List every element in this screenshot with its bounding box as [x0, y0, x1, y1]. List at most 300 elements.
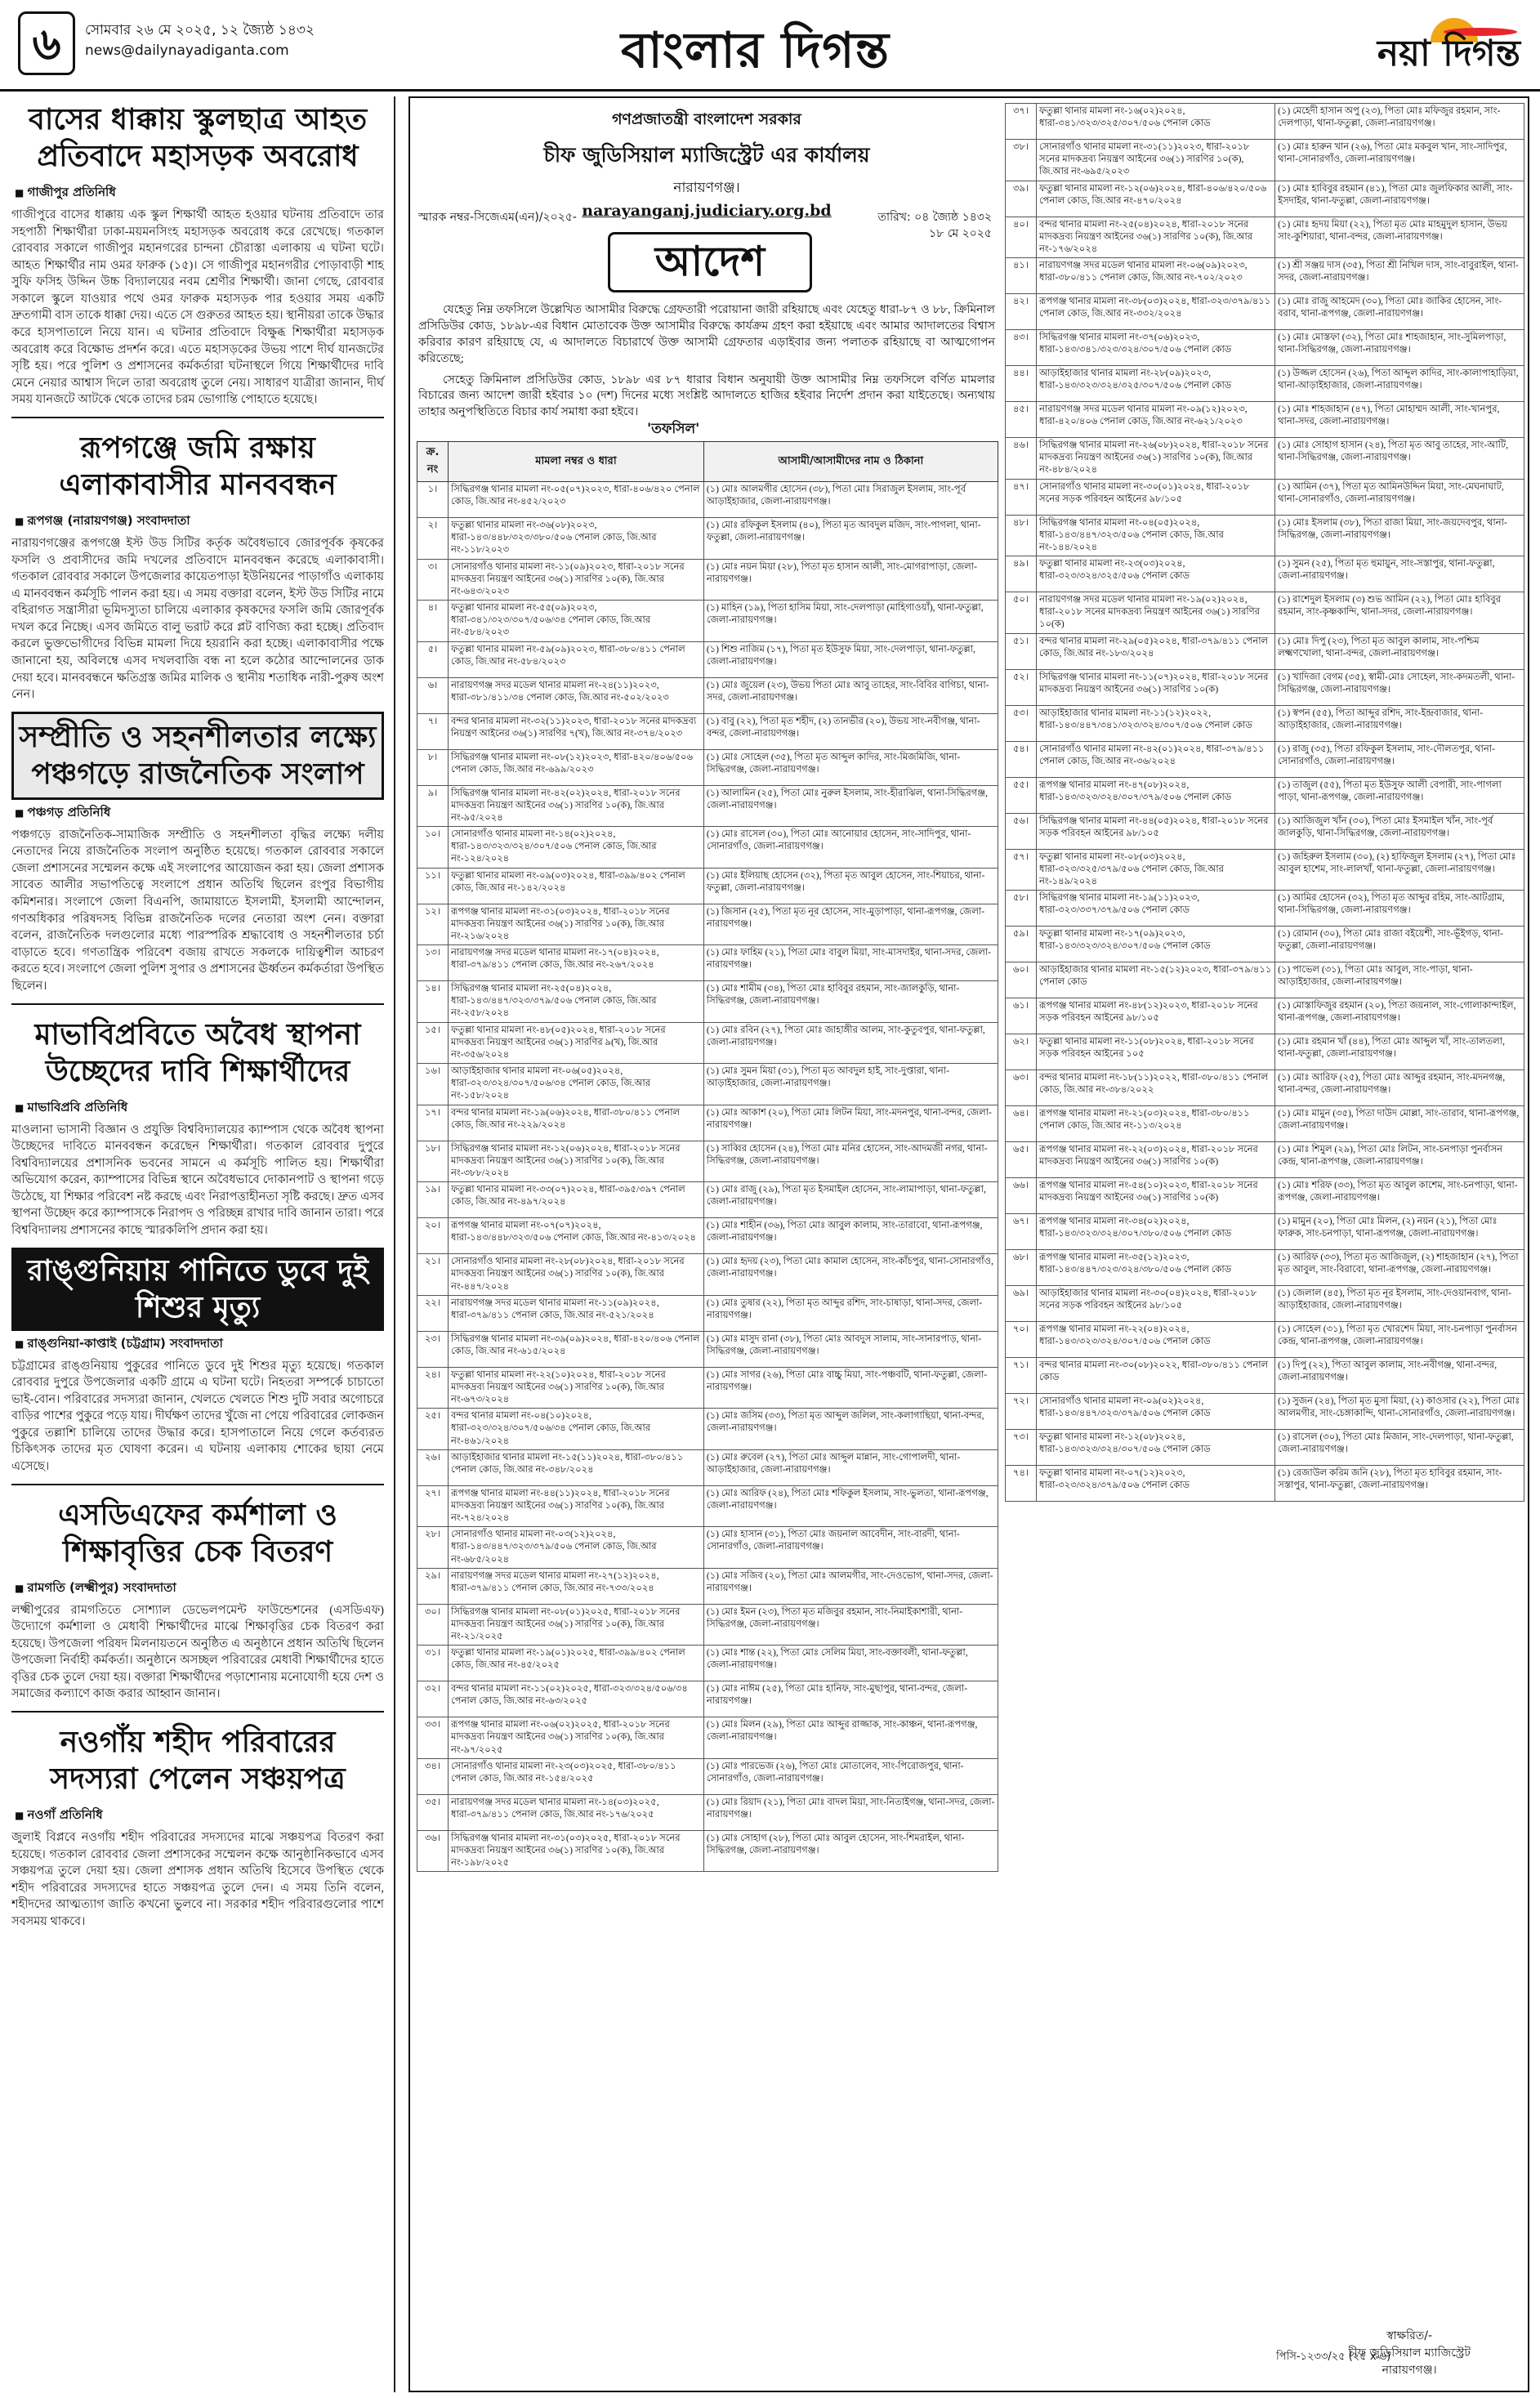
case-cell: ফতুল্লা থানার মামলা নং-১৬(০২)২০২৪, ধারা-৩৪১/৩২৩/৩২৫/৩০৭/৫০৬ পেনাল কোড: [1037, 104, 1275, 140]
serial-cell: ৬৫।: [1006, 1142, 1037, 1178]
case-cell: সিদ্ধিরগঞ্জ থানার মামলা নং-২৬(০৮)২০২৪, ধারা-২০১৮ সনের মাদকদ্রব্য নিয়ন্ত্রণ আইনের ৩৬(১) সারণির ১০(ক), জি.আর নং-৪৮৪/২০২৪: [1037, 438, 1275, 480]
serial-cell: ৫৪।: [1006, 741, 1037, 777]
serial-cell: ৩৫।: [417, 1794, 449, 1830]
table-row: [417, 601, 998, 642]
accused-cell: (১) মোঃ ইসলাম (৩৮), পিতা রাজা মিয়া, সাং-জয়দেবপুর, থানা-সিদ্ধিরগঞ্জ, জেলা-নারায়ণগঞ্জ।: [1275, 515, 1524, 556]
case-cell: সোনারগাঁও থানার মামলা নং-১৪(০২)২০২৪, ধারা-১৪৩/৩২৩/৩২৪/৩০৭/৫০৬ পেনাল কোড, জি.আর নং-১২৪/২০২৪: [449, 827, 704, 869]
section-title: বাংলার দিগন্ত: [621, 22, 890, 79]
serial-cell: ৪৩।: [1006, 330, 1037, 366]
table-row: [417, 713, 998, 749]
table-row: [417, 1449, 998, 1485]
case-cell: ফতুল্লা থানার মামলা নং-১১(০৮)২০২৪, ধারা-২০১৮ সনের সড়ক পরিবহন আইনের ১০৫: [1037, 1034, 1275, 1070]
case-cell: নারায়ণগঞ্জ সদর মডেল থানার মামলা নং-১১(০৯)২০২৪, ধারা-৩৭৯/৪১১ পেনাল কোড, জি.আর নং-৫২১/২০২৪: [449, 1295, 704, 1331]
serial-cell: ৩৭।: [1006, 104, 1037, 140]
serial-cell: ৪৮।: [1006, 515, 1037, 556]
serial-cell: ৩০।: [417, 1604, 449, 1646]
table-row: [1006, 998, 1524, 1034]
case-cell: রূপগঞ্জ থানার মামলা নং-৩১(০৩)২০২৪, ধারা-২০১৮ সনের মাদকদ্রব্য নিয়ন্ত্রণ আইনের ৩৬(১) সারণির ১০(ক), জি.আর নং-২১৬/২০২৪: [449, 904, 704, 945]
case-cell: সিদ্ধিরগঞ্জ থানার মামলা নং-০৪(০৫)২০২৪, ধারা-১৪৩/৪৪৭/৩২৩/৫০৬ পেনাল কোড, জি.আর নং-১৪৪/২০২৪: [1037, 515, 1275, 556]
accused-cell: (১) মোঃ হাসান (৩১), পিতা মোঃ জয়নাল আবেদীন, সাং-বারদী, থানা-সোনারগাঁও, জেলা-নারায়ণগঞ্জ।: [703, 1527, 998, 1569]
judiciary-website-link[interactable]: narayanganj.judiciary.org.bd: [582, 202, 832, 220]
table-row: [417, 1794, 998, 1830]
serial-cell: ৫।: [417, 641, 449, 677]
accused-cell: (১) মোঃ হাবিবুর রহমান (৪১), পিতা মোঃ জুলফিকার আলী, সাং-ইসদাইর, থানা-ফতুল্লা, জেলা-নারায়ণগঞ্জ।: [1275, 181, 1524, 217]
serial-cell: ৩১।: [417, 1646, 449, 1681]
case-cell: রূপগঞ্জ থানার মামলা নং-৫৪(১০)২০২৩, ধারা-২০১৮ সনের মাদকদ্রব্য নিয়ন্ত্রণ আইনের ৩৬(১) সারণির ১০(ক): [1037, 1178, 1275, 1214]
table-row: [417, 1717, 998, 1759]
accused-cell: (১) মোঃ সোহাগ হাসান (২৪), পিতা মৃত আবু তাহের, সাং-আটি, থানা-সিদ্ধিরগঞ্জ, জেলা-নারায়ণগঞ্জ।: [1275, 438, 1524, 480]
notice-intro: [418, 302, 995, 426]
accused-cell: (১) শিশু নাজিম (১৭), পিতা মৃত ইউসুফ মিয়া, সাং-দেলপাড়া, থানা-ফতুল্লা, জেলা-নারায়ণগঞ্জ।: [703, 641, 998, 677]
table-row: [417, 1254, 998, 1296]
case-cell: ফতুল্লা থানার মামলা নং-০৯(০৩)২০২৪, ধারা-৩৯৯/৪০২ পেনাল কোড, জি.আর নং-১৪২/২০২৪: [449, 868, 704, 904]
table-row: [417, 1604, 998, 1646]
serial-cell: ৬৪।: [1006, 1106, 1037, 1142]
serial-cell: ৩৯।: [1006, 181, 1037, 217]
accused-cell: (১) আরিফ (৩৩), পিতা মৃত আজিজুল, (২) শাহজাহান (২৭), পিতা মৃত আবুল, সাং-বিরাবো, থানা-রূপগঞ্জ, জেলা-নারায়ণগঞ্জ।: [1275, 1250, 1524, 1286]
table-row: [417, 1409, 998, 1450]
case-cell: সোনারগাঁও থানার মামলা নং-৩১(১১)২০২৩, ধারা-২০১৮ সনের মাদকদ্রব্য নিয়ন্ত্রণ আইনের ৩৬(১) সারণির ১০(ক), জি.আর নং-৬৯৫/২০২৩: [1037, 140, 1275, 181]
story-headline[interactable]: রূপগঞ্জে জমি রক্ষায় এলাকাবাসীর মানববন্ধন: [59, 430, 337, 502]
table-row: [1006, 1430, 1524, 1466]
table-row: [1006, 556, 1524, 592]
case-cell: সিদ্ধিরগঞ্জ থানার মামলা নং-৪২(০২)২০২৪, ধারা-২০১৮ সনের মাদকদ্রব্য নিয়ন্ত্রণ আইনের ৩৬(১) সারণির ১০(ক), জি.আর নং-৯৫/২০২৪: [449, 785, 704, 827]
accused-cell: (১) মোঃ হারুন খান (২৬), পিতা মোঃ মকবুল খান, সাং-সাদিপুর, থানা-সোনারগাঁও, জেলা-নারায়ণগঞ্জ।: [1275, 140, 1524, 181]
accused-cell: (১) রেজাউল করিম জনি (২৮), পিতা মৃত হাবিবুর রহমান, সাং-সস্তাপুর, থানা-ফতুল্লা, জেলা-নারায়ণগঞ্জ।: [1275, 1466, 1524, 1502]
news-story: [11, 1719, 384, 1930]
table-row: [1006, 813, 1524, 849]
table-row: [417, 1141, 998, 1182]
office-name: চীফ জুডিসিয়াল ম্যাজিস্ট্রেট এর কার্যালয়: [543, 143, 870, 167]
serial-cell: ৯।: [417, 785, 449, 827]
serial-cell: ৬৮।: [1006, 1250, 1037, 1286]
accused-cell: (১) জেলাল (৪৫), পিতা মৃত নূর ইসলাম, সাং-দেওয়ানবাগ, থানা-আড়াইহাজার, জেলা-নারায়ণগঞ্জ।: [1275, 1286, 1524, 1322]
story-byline: ■ গাজীপুর প্রতিনিধি: [15, 183, 384, 203]
case-cell: ফতুল্লা থানার মামলা নং-১৯(০১)২০২৫, ধারা-৩৯৯/৪০২ পেনাল কোড, জি.আর নং-৪৫/২০২৫: [449, 1646, 704, 1681]
serial-cell: ৬৬।: [1006, 1178, 1037, 1214]
table-row: [1006, 258, 1524, 294]
signature-title: চীফ জুডিসিয়াল ম্যাজিস্ট্রেট: [1348, 2347, 1471, 2360]
serial-cell: ৭৪।: [1006, 1466, 1037, 1502]
table-row: [417, 1182, 998, 1218]
table-row: [417, 827, 998, 869]
case-cell: রূপগঞ্জ থানার মামলা নং-৪৪(১১)২০২৪, ধারা-২০১৮ সনের মাদকদ্রব্য নিয়ন্ত্রণ আইনের ৩৬(১) সারণির ১০(ক), জি.আর নং-৭২৪/২০২৪: [449, 1485, 704, 1527]
signature-place: নারায়ণগঞ্জ।: [1382, 2364, 1437, 2377]
serial-cell: ৬৯।: [1006, 1286, 1037, 1322]
story-headline[interactable]: সম্প্রীতি ও সহনশীলতার লক্ষ্যে পঞ্চগড়ে রাজনৈতিক সংলাপ: [11, 712, 384, 800]
accused-cell: (১) মোঃ তুষার (২২), পিতা মৃত আব্দুর রশিদ, সাং-চাষাড়া, থানা-সদর, জেলা-নারায়ণগঞ্জ।: [703, 1295, 998, 1331]
accused-cell: (১) রাজু (৩৫), পিতা রফিকুল ইসলাম, সাং-দৌলতপুর, থানা-সোনারগাঁও, জেলা-নারায়ণগঞ্জ।: [1275, 741, 1524, 777]
serial-cell: ৬০।: [1006, 962, 1037, 998]
table-row: [1006, 140, 1524, 181]
serial-cell: ৬৩।: [1006, 1070, 1037, 1106]
serial-cell: ১৫।: [417, 1022, 449, 1064]
table-row: [417, 1758, 998, 1794]
serial-cell: ৪৫।: [1006, 402, 1037, 438]
accused-cell: (১) মোঃ মিলন (২৯), পিতা মোঃ আব্দুর রাজ্জাক, সাং-কাঞ্চন, থানা-রূপগঞ্জ, জেলা-নারায়ণগঞ্জ।: [703, 1717, 998, 1759]
accused-cell: (১) মোঃ সাগর (২৬), পিতা মোঃ বাচ্চু মিয়া, সাং-পঞ্চবটি, থানা-ফতুল্লা, জেলা-নারায়ণগঞ্জ।: [703, 1367, 998, 1409]
case-cell: রূপগঞ্জ থানার মামলা নং-৪৭(০৮)২০২৪, ধারা-১৪৩/৩২৩/৩২৪/৩০৭/৩৭৯/৫০৬ পেনাল কোড: [1037, 777, 1275, 813]
table-row: [1006, 705, 1524, 741]
divider: [11, 1003, 384, 1005]
serial-cell: ৬৭।: [1006, 1214, 1037, 1250]
masthead: [0, 0, 1540, 92]
serial-cell: ৫৮।: [1006, 891, 1037, 927]
serial-cell: ১৭।: [417, 1105, 449, 1141]
table-row: [417, 749, 998, 785]
accused-cell: (১) মোঃ রিয়াদ (২১), পিতা মোঃ বাদল মিয়া, সাং-নিতাইগঞ্জ, থানা-সদর, জেলা-নারায়ণগঞ্জ।: [703, 1794, 998, 1830]
schedule-title: 'তফসিল': [647, 418, 699, 443]
case-cell: রূপগঞ্জ থানার মামলা নং-২২(০৩)২০২৪, ধারা-২০১৮ সনের মাদকদ্রব্য নিয়ন্ত্রণ আইনের ৩৬(১) সারণির ১০(ক): [1037, 1142, 1275, 1178]
accused-cell: (১) মোঃ মোস্তফা (৩২), পিতা মোঃ শাহজাহান, সাং-সুমিলপাড়া, থানা-সিদ্ধিরগঞ্জ, জেলা-নারায়ণগঞ্জ।: [1275, 330, 1524, 366]
accused-cell: (১) মোঃ রহমান খাঁ (৪৪), পিতা মোঃ আব্দুল খাঁ, সাং-তালতলা, থানা-ফতুল্লা, জেলা-নারায়ণগঞ্জ।: [1275, 1034, 1524, 1070]
case-cell: রূপগঞ্জ থানার মামলা নং-২১(০৩)২০২৪, ধারা-৩৮০/৪১১ পেনাল কোড, জি.আর নং-১১৩/২০২৪: [1037, 1106, 1275, 1142]
records-table-left-wrap: [417, 441, 998, 2386]
notice-header: [412, 100, 1002, 296]
table-row: [417, 1105, 998, 1141]
story-headline[interactable]: নওগাঁয় শহীদ পরিবারের সদস্যরা পেলেন সঞ্চয়পত্র: [50, 1725, 346, 1797]
accused-cell: (১) মোঃ রাসেল (৩০), পিতা মোঃ আনোয়ার হোসেন, সাং-সাদিপুর, থানা-সোনারগাঁও, জেলা-নারায়ণগঞ্জ।: [703, 827, 998, 869]
accused-cell: (১) জিসান (২৫), পিতা মৃত নূর হোসেন, সাং-মুড়াপাড়া, থানা-রূপগঞ্জ, জেলা-নারায়ণগঞ্জ।: [703, 904, 998, 945]
accused-cell: (১) শ্রী সঞ্জয় দাস (৩৫), পিতা শ্রী নিখিল দাস, সাং-বাবুরাইল, থানা-সদর, জেলা-নারায়ণগঞ্জ।: [1275, 258, 1524, 294]
accused-cell: (১) খাদিজা বেগম (৩৫), স্বামী-মোঃ সোহেল, সাং-কদমতলী, থানা-সিদ্ধিরগঞ্জ, জেলা-নারায়ণগঞ্জ।: [1275, 669, 1524, 705]
case-cell: রূপগঞ্জ থানার মামলা নং-০৬(০২)২০২৫, ধারা-২০১৮ সনের মাদকদ্রব্য নিয়ন্ত্রণ আইনের ৩৬(১) সারণির ১০(ক), জি.আর নং-৯৭/২০২৫: [449, 1717, 704, 1759]
serial-cell: ৫৫।: [1006, 777, 1037, 813]
story-byline: ■ মাভাবিপ্রবি প্রতিনিধি: [15, 1098, 384, 1119]
case-cell: সোনারগাঁও থানার মামলা নং-৪২(০১)২০২৪, ধারা-৩৭৯/৪১১ পেনাল কোড, জি.আর নং-৩৬/২০২৪: [1037, 741, 1275, 777]
accused-cell: (১) মোঃ আরিফ (২৪), পিতা মোঃ শফিকুল ইসলাম, সাং-ভুলতা, থানা-রূপগঞ্জ, জেলা-নারায়ণগঞ্জ।: [703, 1485, 998, 1527]
serial-cell: ১৩।: [417, 945, 449, 981]
serial-cell: ৫২।: [1006, 669, 1037, 705]
table-row: [1006, 1178, 1524, 1214]
case-cell: সিদ্ধিরগঞ্জ থানার মামলা নং-০৮(০১)২০২৫, ধারা-২০১৮ সনের মাদকদ্রব্য নিয়ন্ত্রণ আইনের ৩৬(১) সারণির ১০(ক), জি.আর নং-২১/২০২৫: [449, 1604, 704, 1646]
serial-cell: ৭০।: [1006, 1322, 1037, 1358]
news-story: [11, 1011, 384, 1239]
case-cell: সোনারগাঁও থানার মামলা নং-২৮(০৮)২০২৪, ধারা-২০১৮ সনের মাদকদ্রব্য নিয়ন্ত্রণ আইনের ৩৬(১) সারণির ১০(ক), জি.আর নং-৪৪৭/২০২৪: [449, 1254, 704, 1296]
table-row: [417, 1568, 998, 1604]
case-cell: সিদ্ধিরগঞ্জ থানার মামলা নং-০৫(০৭)২০২৩, ধারা-৪০৬/৪২০ পেনাল কোড, জি.আর নং-৪৫২/২০২৩: [449, 482, 704, 518]
story-headline[interactable]: এসডিএফের কর্মশালা ও শিক্ষাবৃত্তির চেক বিতরণ: [58, 1497, 337, 1569]
serial-cell: ৩৩।: [417, 1717, 449, 1759]
case-cell: নারায়ণগঞ্জ সদর মডেল থানার মামলা নং-০৯(১২)২০২৩, ধারা-৪২০/৪০৬ পেনাল কোড, জি.আর নং-৬২১/২০২৩: [1037, 402, 1275, 438]
accused-cell: (১) মোঃ রবিন (২৭), পিতা মোঃ জাহাঙ্গীর আলম, সাং-কুতুবপুর, থানা-ফতুল্লা, জেলা-নারায়ণগঞ্জ।: [703, 1022, 998, 1064]
column-header: ক্র. নং: [417, 442, 449, 482]
case-cell: রূপগঞ্জ থানার মামলা নং-২২(০৪)২০২৪, ধারা-১৪৩/৩২৩/৩২৪/৩০৭/৫০৬ পেনাল কোড: [1037, 1322, 1275, 1358]
accused-cell: (১) সোহেল (৩১), পিতা মৃত খোরশেদ মিয়া, সাং-চনপাড়া পুনর্বাসন কেন্দ্র, থানা-রূপগঞ্জ, জেলা-নারায়ণগঞ্জ।: [1275, 1322, 1524, 1358]
story-byline: ■ রামগতি (লক্ষ্মীপুর) সংবাদদাতা: [15, 1579, 384, 1599]
table-row: [417, 1830, 998, 1872]
news-story: [11, 712, 384, 995]
news-column: [11, 96, 395, 2392]
accused-cell: (১) মোঃ আকাশ (২০), পিতা মোঃ লিটন মিয়া, সাং-মদনপুর, থানা-বন্দর, জেলা-নারায়ণগঞ্জ।: [703, 1105, 998, 1141]
serial-cell: ১৪।: [417, 981, 449, 1023]
pc-code: পিসি-১২৩৩/২৫ (২৫ x ৬): [1276, 2351, 1391, 2363]
intro-paragraph: যেহেতু নিম্ন তফসিলে উল্লেখিত আসামীর বিরুদ্ধে গ্রেফতারী পরোয়ানা জারী রহিয়াছে এবং যেহেতু ধারা-৮৭ ও ৮৮, ক্রিমিনাল প্রসিডিউর কোড, ১৮৯৮-এর বিধান মোতাবেক উক্ত আসামীর বিরুদ্ধে কার্যক্রম গ্রহণ করা হইয়াছে এবং আমার আদালতের বিশ্বাস করিবার কারণ রহিয়াছে যে, এ আদালতে বিচারার্থে উক্ত আসামী গ্রেফতার এড়াইবার জন্য পলাতক রহিয়াছে বা আত্মগোপন করিতেছে;: [418, 304, 995, 365]
serial-cell: ২০।: [417, 1218, 449, 1254]
table-row: [1006, 294, 1524, 330]
case-cell: আড়াইহাজার থানার মামলা নং-২৮(০৯)২০২৩, ধারা-১৪৩/৩২৩/৩২৪/৩২৫/৩০৭/৫০৬ পেনাল কোড: [1037, 366, 1275, 402]
serial-cell: ১০।: [417, 827, 449, 869]
case-cell: ফতুল্লা থানার মামলা নং-৪৮(০৫)২০২৪, ধারা-২০১৮ সনের মাদকদ্রব্য নিয়ন্ত্রণ আইনের ৩৬(১) সারণির ৯(খ), জি.আর নং-৩৫৬/২০২৪: [449, 1022, 704, 1064]
case-cell: ফতুল্লা থানার মামলা নং-২৩(০৩)২০২৪, ধারা-৩২৩/৩২৪/৩২৫/৫০৬ পেনাল কোড: [1037, 556, 1275, 592]
accused-cell: (১) মোঃ সুমন মিয়া (৩১), পিতা মৃত আবদুল হাই, সাং-দুপ্তারা, থানা-আড়াইহাজার, জেলা-নারায়ণগঞ্জ।: [703, 1064, 998, 1105]
case-cell: সিদ্ধিরগঞ্জ থানার মামলা নং-১৯(১১)২০২৩, ধারা-৩২৩/৩৩৭/৩৭৯/৫০৬ পেনাল কোড: [1037, 891, 1275, 927]
table-row: [1006, 1322, 1524, 1358]
serial-cell: ৩৬।: [417, 1830, 449, 1872]
case-cell: রূপগঞ্জ থানার মামলা নং-৩৮(০৩)২০২৪, ধারা-৩২৩/৩৭৯/৪১১ পেনাল কোড, জি.আর নং-৩৩২/২০২৪: [1037, 294, 1275, 330]
table-row: [1006, 438, 1524, 480]
case-cell: রূপগঞ্জ থানার মামলা নং-৩৫(১২)২০২৩, ধারা-১৪৩/৪৪৭/৩২৩/৩২৪/৩৮০/৫০৬ পেনাল কোড: [1037, 1250, 1275, 1286]
case-cell: রূপগঞ্জ থানার মামলা নং-০৭(০৭)২০২৪, ধারা-১৪৩/৪৪৮/৩২৩/৫০৬ পেনাল কোড, জি.আর নং-৪১৩/২০২৪: [449, 1218, 704, 1254]
serial-cell: ১২।: [417, 904, 449, 945]
case-cell: সিদ্ধিরগঞ্জ থানার মামলা নং-০৮(১২)২০২৩, ধারা-৪২০/৪০৬/৫০৬ পেনাল কোড, জি.আর নং-৬৯৯/২০২৩: [449, 749, 704, 785]
table-row: [417, 904, 998, 945]
case-cell: সিদ্ধিরগঞ্জ থানার মামলা নং-১১(০৭)২০২৪, ধারা-২০১৮ সনের মাদকদ্রব্য নিয়ন্ত্রণ আইনের ৩৬(১) সারণির ১০(ক): [1037, 669, 1275, 705]
logo-text: নয়া দিগন্ত: [1377, 33, 1520, 74]
case-cell: রূপগঞ্জ থানার মামলা নং-৪৮(১২)২০২৩, ধারা-২০১৮ সনের সড়ক পরিবহন আইনের ৯৮/১০৫: [1037, 998, 1275, 1034]
accused-cell: (১) মোঃ নয়ন মিয়া (২৮), পিতা মৃত হাসান আলী, সাং-মোগরাপাড়া, জেলা-নারায়ণগঞ্জ।: [703, 559, 998, 601]
table-row: [417, 868, 998, 904]
table-row: [417, 945, 998, 981]
case-cell: সোনারগাঁও থানার মামলা নং-৩০(০১)২০২৪, ধারা-২০১৮ সনের সড়ক পরিবহন আইনের ৯৮/১০৫: [1037, 479, 1275, 515]
accused-cell: (১) সুজন (২৪), পিতা মৃত মুসা মিয়া, (২) কাওসার (২২), পিতা মোঃ আলমগীর, সাং-চেঙ্গাকান্দি, থানা-সোনারগাঁও, জেলা-নারায়ণগঞ্জ।: [1275, 1394, 1524, 1430]
accused-cell: (১) মোঃ শাহীন (৩৬), পিতা মোঃ আবুল কালাম, সাং-তারাবো, থানা-রূপগঞ্জ, জেলা-নারায়ণগঞ্জ।: [703, 1218, 998, 1254]
serial-cell: ৭২।: [1006, 1394, 1037, 1430]
accused-cell: (১) মেহেদী হাসান অপু (২৩), পিতা মোঃ মফিজুর রহমান, সাং-দেলপাড়া, থানা-ফতুল্লা, জেলা-নারায়ণগঞ্জ।: [1275, 104, 1524, 140]
accused-cell: (১) মোঃ হৃদয় মিয়া (২২), পিতা মৃত মোঃ মাহমুদুল হাসান, উভয় সাং-কুশিয়ারা, থানা-বন্দর, জেলা-নারায়ণগঞ্জ।: [1275, 217, 1524, 258]
serial-cell: ৫৭।: [1006, 849, 1037, 891]
divider: [11, 1711, 384, 1713]
case-cell: সিদ্ধিরগঞ্জ থানার মামলা নং-৩৯(০৯)২০২৪, ধারা-৪২০/৪০৬ পেনাল কোড, জি.আর নং-৬১৫/২০২৪: [449, 1331, 704, 1367]
column-header: মামলা নম্বর ও ধারা: [449, 442, 704, 482]
records-body-left: [417, 482, 998, 1872]
case-cell: সিদ্ধিরগঞ্জ থানার মামলা নং-৪৪(০৫)২০২৪, ধারা-২০১৮ সনের সড়ক পরিবহন আইনের ৯৮/১০৫: [1037, 813, 1275, 849]
story-body: পঞ্চগড়ে রাজনৈতিক-সামাজিক সম্প্রীতি ও সহনশীলতা বৃদ্ধির লক্ষ্যে দলীয় নেতাদের নিয়ে রাজনৈতিক সংলাপ অনুষ্ঠিত হয়েছে। গতকাল রোববার সকালে জেলা প্রশাসনের সম্মেলন কক্ষে এই সংলাপের আয়োজন করা হয়। জেলা প্রশাসক সাবেত আলীর সভাপতিত্বে সংলাপে প্রধান অতিথি ছিলেন রংপুর বিভাগীয় কমিশনার। সংলাপে জেলা বিএনপি, জামায়াতে ইসলামী, ইসলামী আন্দোলন, গণঅধিকার পরিষদসহ বিভিন্ন রাজনৈতিক দলের নেতারা অংশ নেন। বক্তারা বলেন, রাজনৈতিক দলগুলোর মধ্যে পারস্পরিক শ্রদ্ধাবোধ ও সহনশীলতার চর্চা বাড়াতে হবে। গণতান্ত্রিক পরিবেশ বজায় রাখতে সকলকে দায়িত্বশীল আচরণ করতে হবে। সংলাপে জেলা পুলিশ সুপার ও প্রশাসনের ঊর্ধ্বতন কর্মকর্তারা উপস্থিত ছিলেন।: [11, 828, 384, 993]
accused-cell: (১) মোঃ নাঈম (২৫), পিতা মোঃ হানিফ, সাং-মুছাপুর, থানা-বন্দর, জেলা-নারায়ণগঞ্জ।: [703, 1681, 998, 1717]
case-cell: নারায়ণগঞ্জ সদর মডেল থানার মামলা নং-২৪(১১)২০২৩, ধারা-৩৮১/৪১১/৩৪ পেনাল কোড, জি.আর নং-৫০২/২০২৩: [449, 677, 704, 713]
accused-cell: (১) মোঃ দিপু (২৩), পিতা মৃত আবুল কালাম, সাং-পশ্চিম লক্ষ্মণখোলা, থানা-বন্দর, জেলা-নারায়ণগঞ্জ।: [1275, 633, 1524, 669]
case-cell: ফতুল্লা থানার মামলা নং-১২(০৬)২০২৪, ধারা-৪০৬/৪২০/৫০৬ পেনাল কোড, জি.আর নং-৪৭০/২০২৪: [1037, 181, 1275, 217]
accused-cell: (১) মোঃ শামীম (৩৪), পিতা মোঃ হাবিবুর রহমান, সাং-জালকুড়ি, থানা-সিদ্ধিরগঞ্জ, জেলা-নারায়ণগঞ্জ।: [703, 981, 998, 1023]
table-row: [417, 1646, 998, 1681]
serial-cell: ১৮।: [417, 1141, 449, 1182]
serial-cell: ২৬।: [417, 1449, 449, 1485]
serial-cell: ৬১।: [1006, 998, 1037, 1034]
serial-cell: ৬২।: [1006, 1034, 1037, 1070]
accused-cell: (১) রাশেদুল ইসলাম (৩) শুভ আমিন (২২), পিতা মোঃ হাবিবুর রহমান, সাং-কৃষ্ণকান্দি, থানা-সদর, জেলা-নারায়ণগঞ্জ।: [1275, 592, 1524, 634]
table-row: [417, 641, 998, 677]
table-row: [1006, 927, 1524, 962]
accused-cell: (১) মোঃ হৃদয় (২৩), পিতা মোঃ কামাল হোসেন, সাং-কাঁচপুর, থানা-সোনারগাঁও, জেলা-নারায়ণগঞ্জ।: [703, 1254, 998, 1296]
case-cell: ফতুল্লা থানার মামলা নং-১২(০৮)২০২৪, ধারা-১৪৩/৩২৩/৩২৪/৩০৭/৫০৬ পেনাল কোড: [1037, 1430, 1275, 1466]
case-cell: আড়াইহাজার থানার মামলা নং-১১(১২)২০২২, ধারা-১৪৩/৪৪৭/৩৪১/৩২৩/৩২৪/৩০৭/৫০৬ পেনাল কোড: [1037, 705, 1275, 741]
table-row: [417, 559, 998, 601]
memo-number: স্মারক নম্বর-সিজেএম(এন)/২০২৫-: [418, 211, 577, 224]
accused-cell: (১) মোঃ শাহজাহান (৪৭), পিতা মোহাম্মদ আলী, সাং-খানপুর, থানা-সদর, জেলা-নারায়ণগঞ্জ।: [1275, 402, 1524, 438]
page-number: ৬: [18, 11, 75, 75]
table-row: [1006, 1250, 1524, 1286]
story-byline: ■ রূপগঞ্জ (নারায়ণগঞ্জ) সংবাদদাতা: [15, 511, 384, 532]
accused-cell: (১) রাসেল (৩০), পিতা মোঃ মিজান, সাং-দেলপাড়া, থানা-ফতুল্লা, জেলা-নারায়ণগঞ্জ।: [1275, 1430, 1524, 1466]
story-body: গাজীপুরে বাসের ধাক্কায় এক স্কুল শিক্ষার্থী আহত হওয়ার ঘটনায় প্রতিবাদে তার সহপাঠী শিক্ষার্থীরা ঢাকা-ময়মনসিংহ মহাসড়ক অবরোধ করে রেখেছে। গতকাল রোববার সকালে গাজীপুর মহানগরের চান্দনা চৌরাস্তা এলাকায় এ ঘটনা ঘটে। আহত শিক্ষার্থীর নাম ওমর ফারুক (১৫)। সে গাজীপুর মহানগরীর পোড়াবাড়ী শাহ সুফি ফসিহ উদ্দিন উচ্চ বিদ্যালয়ের নবম শ্রেণীর শিক্ষার্থী। জানা গেছে, রোববার সকালে স্কুলে যাওয়ার পথে ওমর ফারুক মহাসড়ক পার হওয়ার সময় একটি দ্রুতগামী বাস তাকে ধাক্কা দেয়। এতে সে গুরুতর আহত হয়। স্থানীয়রা তাকে উদ্ধার করে হাসপাতালে নিয়ে যান। এ ঘটনার প্রতিবাদে বিক্ষুব্ধ শিক্ষার্থীরা মহাসড়ক অবরোধ করে বিক্ষোভ প্রদর্শন করে। এতে মহাসড়কের উভয় পাশে দীর্ঘ যানজটের সৃষ্টি হয়। পরে পুলিশ ও প্রশাসনের কর্মকর্তারা ঘটনাস্থলে গিয়ে শিক্ষার্থীদের দাবি মেনে নেয়ার আশ্বাস দিলে তারা অবরোধ তুলে নেয়। সাধারণ যাত্রীরা জানান, দীর্ঘ সময় যানজটে আটকে থেকে তাদের চরম ভোগান্তি পোহাতে হয়েছে।: [11, 208, 384, 407]
accused-cell: (১) মোঃ সোহেল (৩৫), পিতা মৃত আব্দুল কাদির, সাং-মিজমিজি, থানা-সিদ্ধিরগঞ্জ, জেলা-নারায়ণগঞ্জ।: [703, 749, 998, 785]
table-row: [1006, 741, 1524, 777]
serial-cell: ২।: [417, 518, 449, 560]
accused-cell: (১) মোঃ পারভেজ (২৬), পিতা মোঃ মোতালেব, সাং-পিরোজপুর, থানা-সোনারগাঁও, জেলা-নারায়ণগঞ্জ।: [703, 1758, 998, 1794]
news-story: [11, 96, 384, 409]
table-row: [1006, 217, 1524, 258]
table-row: [417, 1681, 998, 1717]
story-headline[interactable]: রাঙ্গুনিয়ায় পানিতে ডুবে দুই শিশুর মৃত্যু: [11, 1248, 384, 1331]
story-headline[interactable]: মাভাবিপ্রবিতে অবৈধ স্থাপনা উচ্ছেদের দাবি শিক্ষার্থীদের: [34, 1016, 361, 1088]
divider: [11, 417, 384, 418]
serial-cell: ৪১।: [1006, 258, 1037, 294]
case-cell: বন্দর থানার মামলা নং-৩০(০৮)২০২২, ধারা-৩৮০/৪১১ পেনাল কোড: [1037, 1358, 1275, 1394]
case-cell: সিদ্ধিরগঞ্জ থানার মামলা নং-৩৭(০৬)২০২৩, ধারা-১৪৩/৩৪১/৩২৩/৩২৪/৩০৭/৫০৬ পেনাল কোড: [1037, 330, 1275, 366]
serial-cell: ২৫।: [417, 1409, 449, 1450]
intro-paragraph: সেহেতু ক্রিমিনাল প্রসিডিউর কোড, ১৮৯৮ এর ৮৭ ধারার বিধান অনুযায়ী উক্ত আসামীর নিম্ন তফসিলে বর্ণিত মামলার বিচারের জন্য আদেশ জারী হইবার ১০ (দশ) দিনের মধ্যে সংশ্লিষ্ট আদালতে হাজির হইবার নির্দেশ প্রদান করা যাইতেছে। অন্যথায় তাহার অনুপস্থিতিতে বিচার কার্য সমাধা করা হইবে।: [418, 373, 995, 419]
contact-email[interactable]: news@dailynayadiganta.com: [85, 42, 289, 59]
accused-cell: (১) মোঃ আরিফ (২৫), পিতা মোঃ আব্দুর রহমান, সাং-মদনগঞ্জ, থানা-বন্দর, জেলা-নারায়ণগঞ্জ।: [1275, 1070, 1524, 1106]
table-row: [417, 1064, 998, 1105]
table-row: [417, 482, 998, 518]
case-cell: বন্দর থানার মামলা নং-২৯(০৫)২০২৪, ধারা-৩৭৯/৪১১ পেনাল কোড, জি.আর নং-১৮৩/২০২৪: [1037, 633, 1275, 669]
accused-cell: (১) মোঃ রুবেল (২৭), পিতা মোঃ আব্দুল মান্নান, সাং-গোপালদী, থানা-আড়াইহাজার, জেলা-নারায়ণগঞ্জ।: [703, 1449, 998, 1485]
serial-cell: ৩৪।: [417, 1758, 449, 1794]
table-row: [1006, 402, 1524, 438]
accused-cell: (১) জহিরুল ইসলাম (৩০), (২) হাফিজুল ইসলাম (২৭), পিতা মোঃ আবুল হাশেম, সাং-লালখাঁ, থানা-ফতুল্লা, জেলা-নারায়ণগঞ্জ।: [1275, 849, 1524, 891]
case-cell: নারায়ণগঞ্জ সদর মডেল থানার মামলা নং-২৭(১২)২০২৪, ধারা-৩৭৯/৪১১ পেনাল কোড, জি.আর নং-৭৩৩/২০২৪: [449, 1568, 704, 1604]
table-row: [1006, 891, 1524, 927]
accused-cell: (১) তাজুল (৫৫), পিতা মৃত ইউসুফ আলী বেপারী, সাং-পাগলা পাড়া, থানা-রূপগঞ্জ, জেলা-নারায়ণগঞ্জ।: [1275, 777, 1524, 813]
notice-date-english: ১৮ মে ২০২৫: [929, 227, 992, 240]
case-cell: রূপগঞ্জ থানার মামলা নং-৩৪(০২)২০২৪, ধারা-১৪৩/৩২৩/৩২৪/৩০৭/৩৮০/৫০৬ পেনাল কোড: [1037, 1214, 1275, 1250]
table-row: [1006, 1466, 1524, 1502]
table-row: [417, 1218, 998, 1254]
case-cell: বন্দর থানার মামলা নং-২৫(০৪)২০২৪, ধারা-২০১৮ সনের মাদকদ্রব্য নিয়ন্ত্রণ আইনের ৩৬(১) সারণির ১০(ক), জি.আর নং-১৭৬/২০২৪: [1037, 217, 1275, 258]
story-byline: ■ পঞ্চগড় প্রতিনিধি: [15, 803, 384, 824]
table-row: [1006, 515, 1524, 556]
serial-cell: ৪৯।: [1006, 556, 1037, 592]
case-cell: ফতুল্লা থানার মামলা নং-৩৬(০৮)২০২৩, ধারা-১৪৩/৪৪৮/৩২৩/৩৮০/৫০৬ পেনাল কোড, জি.আর নং-১১৮/২০২৩: [449, 518, 704, 560]
table-row: [1006, 1214, 1524, 1250]
divider: [11, 1484, 384, 1485]
table-row: [1006, 592, 1524, 634]
case-cell: সোনারগাঁও থানার মামলা নং-১১(০৯)২০২৩, ধারা-২০১৮ সনের মাদকদ্রব্য নিয়ন্ত্রণ আইনের ৩৬(১) সারণির ১০(ক), জি.আর নং-৬৪৩/২০২৩: [449, 559, 704, 601]
serial-cell: ১।: [417, 482, 449, 518]
serial-cell: ২৯।: [417, 1568, 449, 1604]
table-row: [417, 1527, 998, 1569]
table-row: [1006, 479, 1524, 515]
case-cell: ফতুল্লা থানার মামলা নং-০৭(১২)২০২৩, ধারা-৩২৩/৩২৪/৩৭৯/৫০৬ পেনাল কোড: [1037, 1466, 1275, 1502]
story-body: চট্টগ্রামের রাঙ্গুনিয়ায় পুকুরের পানিতে ডুবে দুই শিশুর মৃত্যু হয়েছে। গতকাল রোববার দুপুরে উপজেলার একটি গ্রামে এ ঘটনা ঘটে। নিহতরা সম্পর্কে চাচাতো ভাই-বোন। পরিবারের সদস্যরা জানান, খেলতে খেলতে শিশু দুটি সবার অগোচরে বাড়ির পাশের পুকুরে পড়ে যায়। দীর্ঘক্ষণ তাদের খুঁজে না পেয়ে পরিবারের লোকজন পুকুরে তল্লাশি চালিয়ে তাদের উদ্ধার করে। হাসপাতালে নিয়ে গেলে কর্তব্যরত চিকিৎসক তাদের মৃত ঘোষণা করেন। এ ঘটনায় এলাকায় শোকের ছায়া নেমে এসেছে।: [11, 1359, 384, 1474]
accused-cell: (১) স্বপন (৫৫), পিতা আব্দুর রশিদ, সাং-ইন্দ্রবাজার, থানা-আড়াইহাজার, জেলা-নারায়ণগঞ্জ।: [1275, 705, 1524, 741]
serial-cell: ২৪।: [417, 1367, 449, 1409]
case-cell: নারায়ণগঞ্জ সদর মডেল থানার মামলা নং-১৪(০৩)২০২৫, ধারা-৩৭৯/৪১১ পেনাল কোড, জি.আর নং-১৭৬/২০২৫: [449, 1794, 704, 1830]
serial-cell: ২৮।: [417, 1527, 449, 1569]
accused-cell: (১) আজিজুল খাঁন (৩০), পিতা মোঃ ইসমাইল খাঁন, সাং-পূর্ব জালকুড়ি, থানা-সিদ্ধিরগঞ্জ, জেলা-নারায়ণগঞ্জ।: [1275, 813, 1524, 849]
serial-cell: ৪৪।: [1006, 366, 1037, 402]
table-row: [1006, 849, 1524, 891]
serial-cell: ৪৭।: [1006, 479, 1037, 515]
serial-cell: ২৩।: [417, 1331, 449, 1367]
news-story: [11, 425, 384, 703]
news-story: [11, 1492, 384, 1703]
records-table-left: [417, 441, 998, 1872]
accused-cell: (১) রোমান (৩০), পিতা মোঃ রাজা বইয়েশী, সাং-ভূঁইগড়, থানা-ফতুল্লা, জেলা-নারায়ণগঞ্জ।: [1275, 927, 1524, 962]
serial-cell: ২১।: [417, 1254, 449, 1296]
table-row: [1006, 366, 1524, 402]
court-notice: [408, 96, 1529, 2392]
story-body: লক্ষ্মীপুরের রামগতিতে সোশ্যাল ডেভেলপমেন্ট ফাউন্ডেশনের (এসডিএফ) উদ্যোগে কর্মশালা ও মেধাবী শিক্ষার্থীদের মাঝে শিক্ষাবৃত্তির চেক বিতরণ করা হয়েছে। উপজেলা পরিষদ মিলনায়তনে অনুষ্ঠিত এ অনুষ্ঠানে প্রধান অতিথি ছিলেন উপজেলা নির্বাহী কর্মকর্তা। অনুষ্ঠানে অসচ্ছল পরিবারের মেধাবী শিক্ষার্থীদের হাতে বৃত্তির চেক তুলে দেয়া হয়। বক্তারা শিক্ষার্থীদের পড়াশোনায় মনোযোগী হয়ে দেশ ও সমাজের কল্যাণে কাজ করার আহ্বান জানান।: [11, 1603, 384, 1701]
serial-cell: ৪২।: [1006, 294, 1037, 330]
serial-cell: ৫১।: [1006, 633, 1037, 669]
story-body: জুলাই বিপ্লবে নওগাঁয় শহীদ পরিবারের সদস্যদের মাঝে সঞ্চয়পত্র বিতরণ করা হয়েছে। গতকাল রোববার জেলা প্রশাসকের সম্মেলন কক্ষে আনুষ্ঠানিকভাবে এসব সঞ্চয়পত্র তুলে দেয়া হয়। জেলা প্রশাসক প্রধান অতিথি হিসেবে উপস্থিত থেকে শহীদ পরিবারের সদস্যদের হাতে সঞ্চয়পত্র তুলে দেন। এ সময় তিনি বলেন, শহীদদের আত্মত্যাগ জাতি কখনো ভুলবে না। সরকার শহীদ পরিবারগুলোর পাশে সবসময় থাকবে।: [11, 1831, 384, 1928]
table-row: [1006, 777, 1524, 813]
table-row: [1006, 1142, 1524, 1178]
story-headline[interactable]: বাসের ধাক্কায় স্কুলছাত্র আহত প্রতিবাদে মহাসড়ক অবরোধ: [28, 102, 368, 173]
table-row: [417, 677, 998, 713]
accused-cell: (১) মাহিন (১৯), পিতা হাসিম মিয়া, সাং-দেলপাড়া (মাহিগাওয়াঁ), থানা-ফতুল্লা, জেলা-নারায়ণগঞ্জ।: [703, 601, 998, 642]
serial-cell: ৮।: [417, 749, 449, 785]
serial-cell: ৩২।: [417, 1681, 449, 1717]
case-cell: বন্দর থানার মামলা নং-১১(০২)২০২৫, ধারা-৩২৩/৩২৪/৫০৬/৩৪ পেনাল কোড, জি.আর নং-৬৩/২০২৫: [449, 1681, 704, 1717]
case-cell: ফতুল্লা থানার মামলা নং-৩৩(০৭)২০২৪, ধারা-৩৯৫/৩৯৭ পেনাল কোড, জি.আর নং-৪৯৭/২০২৪: [449, 1182, 704, 1218]
issue-date: সোমবার ২৬ মে ২০২৫, ১২ জ্যৈষ্ঠ ১৪৩২: [85, 22, 315, 38]
table-row: [417, 1022, 998, 1064]
accused-cell: (১) মোঃ শিমুল (২৯), পিতা মোঃ লিটন, সাং-চনপাড়া পুনর্বাসন কেন্দ্র, থানা-রূপগঞ্জ, জেলা-নারায়ণগঞ্জ।: [1275, 1142, 1524, 1178]
accused-cell: (১) মোঃ ইমন (২৩), পিতা মৃত মজিবুর রহমান, সাং-নিমাইকাশারী, থানা-সিদ্ধিরগঞ্জ, জেলা-নারায়ণগঞ্জ।: [703, 1604, 998, 1646]
records-table-right-wrap: [1005, 103, 1524, 2293]
case-cell: আড়াইহাজার থানার মামলা নং-৩০(০৪)২০২৪, ধারা-২০১৮ সনের সড়ক পরিবহন আইনের ৯৮/১০৫: [1037, 1286, 1275, 1322]
accused-cell: (১) মোঃ রাজু (২৯), পিতা মৃত ইসমাইল হোসেন, সাং-লামাপাড়া, থানা-ফতুল্লা, জেলা-নারায়ণগঞ্জ।: [703, 1182, 998, 1218]
case-cell: ফতুল্লা থানার মামলা নং-২২(১০)২০২৪, ধারা-২০১৮ সনের মাদকদ্রব্য নিয়ন্ত্রণ আইনের ৩৬(১) সারণির ১০(ক), জি.আর নং-৬৭৩/২০২৪: [449, 1367, 704, 1409]
case-cell: সোনারগাঁও থানার মামলা নং-২৩(০৩)২০২৫, ধারা-৩৮০/৪১১ পেনাল কোড, জি.আর নং-১৫৪/২০২৫: [449, 1758, 704, 1794]
table-row: [1006, 1070, 1524, 1106]
accused-cell: (১) আমিন (৩৭), পিতা মৃত আমিনউদ্দিন মিয়া, সাং-মেঘনাঘাট, থানা-সোনারগাঁও, জেলা-নারায়ণগঞ্জ।: [1275, 479, 1524, 515]
accused-cell: (১) মোঃ জুয়েল (২৩), উভয় পিতা মোঃ আবু তাহের, সাং-বিবির বাগিচা, থানা-সদর, জেলা-নারায়ণগঞ্জ।: [703, 677, 998, 713]
serial-cell: ৪৬।: [1006, 438, 1037, 480]
table-row: [1006, 669, 1524, 705]
case-cell: আড়াইহাজার থানার মামলা নং-১৫(১১)২০২৪, ধারা-৩৮০/৪১১ পেনাল কোড, জি.আর নং-৩৪৮/২০২৪: [449, 1449, 704, 1485]
case-cell: সিদ্ধিরগঞ্জ থানার মামলা নং-১২(০৬)২০২৪, ধারা-২০১৮ সনের মাদকদ্রব্য নিয়ন্ত্রণ আইনের ৩৬(১) সারণির ১০(ক), জি.আর নং-৩৮৮/২০২৪: [449, 1141, 704, 1182]
case-cell: আড়াইহাজার থানার মামলা নং-১৫(১২)২০২৩, ধারা-৩৭৯/৪১১ পেনাল কোড: [1037, 962, 1275, 998]
case-cell: ফতুল্লা থানার মামলা নং-৫৯(০৯)২০২৩, ধারা-৩৮০/৪১১ পেনাল কোড, জি.আর নং-৫৮৪/২০২৩: [449, 641, 704, 677]
serial-cell: ৩৮।: [1006, 140, 1037, 181]
serial-cell: ৬।: [417, 677, 449, 713]
table-row: [1006, 181, 1524, 217]
case-cell: নারায়ণগঞ্জ সদর মডেল থানার মামলা নং-০৬(০৯)২০২৩, ধারা-৩৮০/৪১১ পেনাল কোড, জি.আর নং-৭০২/২০২৩: [1037, 258, 1275, 294]
table-row: [417, 1331, 998, 1367]
serial-cell: ১৬।: [417, 1064, 449, 1105]
case-cell: বন্দর থানার মামলা নং-১৯(০৬)২০২৪, ধারা-৩৮০/৪১১ পেনাল কোড, জি.আর নং-২২৯/২০২৪: [449, 1105, 704, 1141]
table-row: [417, 1367, 998, 1409]
column-header: আসামী/আসামীদের নাম ও ঠিকানা: [703, 442, 998, 482]
story-byline: ■ নওগাঁ প্রতিনিধি: [15, 1806, 384, 1826]
accused-cell: (১) মোঃ সোহাগ (২৮), পিতা মোঃ আবুল হোসেন, সাং-শিমরাইল, থানা-সিদ্ধিরগঞ্জ, জেলা-নারায়ণগঞ্জ।: [703, 1830, 998, 1872]
serial-cell: ৪০।: [1006, 217, 1037, 258]
story-byline: ■ রাঙ্গুনিয়া-কাপ্তাই (চট্টগ্রাম) সংবাদদাতা: [15, 1334, 384, 1355]
accused-cell: (১) মোস্তাফিজুর রহমান (২০), পিতা জয়নাল, সাং-গোলাকান্দাইল, থানা-রূপগঞ্জ, জেলা-নারায়ণগঞ্জ।: [1275, 998, 1524, 1034]
table-row: [1006, 962, 1524, 998]
table-row: [417, 785, 998, 827]
serial-cell: ৪।: [417, 601, 449, 642]
accused-cell: (১) মোঃ শরিফ (৩৩), পিতা মৃত আবুল কাশেম, সাং-চনপাড়া, থানা-রূপগঞ্জ, জেলা-নারায়ণগঞ্জ।: [1275, 1178, 1524, 1214]
serial-cell: ৭৩।: [1006, 1430, 1037, 1466]
signature-block: [1348, 2328, 1471, 2379]
table-row: [417, 981, 998, 1023]
case-cell: বন্দর থানার মামলা নং-০৪(১০)২০২৪, ধারা-৩২৩/৩২৪/৩০৭/৫০৬/৩৪ পেনাল কোড, জি.আর নং-৪৬১/২০২৪: [449, 1409, 704, 1450]
